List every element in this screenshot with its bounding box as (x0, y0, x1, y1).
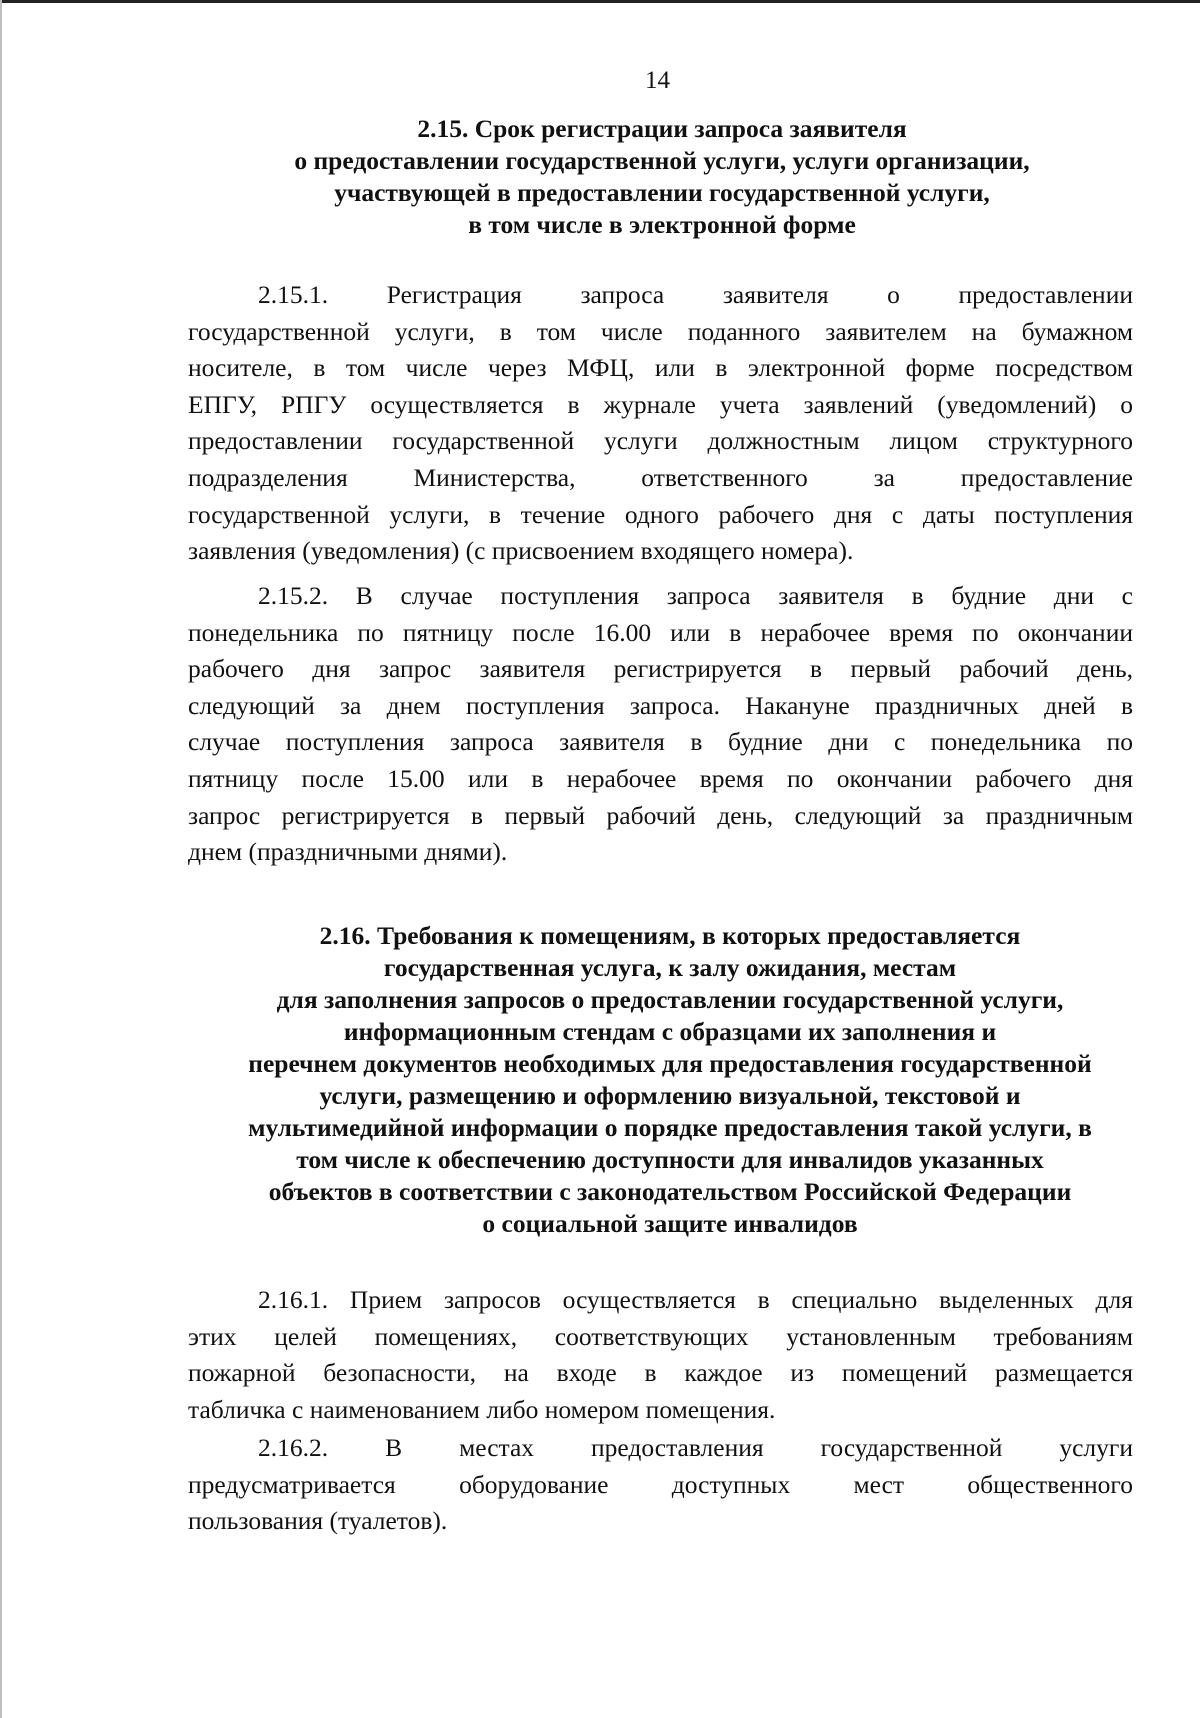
text-line: рабочего дня запрос заявителя регистрируется в первый рабочий день, (188, 654, 1133, 684)
text-line: предусматривается оборудование доступных мест общественного (188, 1469, 1133, 1499)
paragraph-2-15-1 (188, 277, 1133, 570)
text-line: ЕПГУ, РПГУ осуществляется в журнале учета заявлений (уведомлений) о (188, 389, 1133, 419)
text-line: носителе, в том числе через МФЦ, или в электронной форме посредством (188, 353, 1133, 383)
heading-line: услуги, размещению и оформлению визуальной, текстовой и (319, 1081, 1021, 1110)
heading-line: 2.15. Срок регистрации запроса заявителя (417, 114, 907, 143)
heading-line: о социальной защите инвалидов (482, 1209, 858, 1238)
heading-line: о предоставлении государственной услуги, услуги организации, (294, 146, 1030, 175)
section-2-15-heading (162, 113, 1162, 241)
heading-line: перечнем документов необходимых для предоставления государственной (248, 1049, 1092, 1078)
heading-line: мультимедийной информации о порядке предоставления такой услуги, в (248, 1113, 1092, 1142)
text-line: табличка с наименованием либо номером помещения. (188, 1394, 776, 1424)
text-line: понедельника по пятницу после 16.00 или в нерабочее время по окончании (188, 617, 1133, 647)
text-line: заявления (уведомления) (с присвоением входящего номера). (188, 536, 854, 566)
heading-line: объектов в соответствии с законодательством Российской Федерации (268, 1177, 1072, 1206)
text-line: 2.15.1. Регистрация запроса заявителя о предоставлении (258, 280, 1133, 309)
heading-line: в том числе в электронной форме (468, 210, 856, 239)
heading-line: информационным стендам с образцами их заполнения и (343, 1017, 997, 1046)
text-line: 2.15.2. В случае поступления запроса заявителя в будние дни с (258, 581, 1133, 610)
text-line: запрос регистрируется в первый рабочий день, следующий за праздничным (188, 800, 1133, 830)
text-line: предоставлении государственной услуги должностным лицом структурного (188, 426, 1133, 456)
heading-line: 2.16. Требования к помещениям, в которых предоставляется (319, 921, 1021, 950)
text-line: 2.16.1. Прием запросов осуществляется в специально выделенных для (258, 1285, 1133, 1314)
text-line: пятницу после 15.00 или в нерабочее время по окончании рабочего дня (188, 763, 1133, 793)
text-line: следующий за днем поступления запроса. Накануне праздничных дней в (188, 690, 1133, 720)
text-line: этих целей помещениях, соответствующих установленным требованиям (188, 1321, 1133, 1351)
text-line: подразделения Министерства, ответственного за предоставление (188, 462, 1133, 492)
paragraph-2-16-1 (188, 1282, 1133, 1428)
text-line: 2.16.2. В местах предоставления государственной услуги (258, 1433, 1133, 1462)
section-2-16-heading (170, 920, 1170, 1240)
heading-line: участвующей в предоставлении государственной услуги, (334, 178, 990, 207)
text-line: случае поступления запроса заявителя в будние дни с понедельника по (188, 727, 1133, 757)
text-line: пользования (туалетов). (188, 1506, 448, 1536)
page-number: 14 (645, 67, 670, 94)
text-line: государственной услуги, в том числе поданного заявителем на бумажном (188, 316, 1133, 346)
scan-top-border (0, 0, 1200, 3)
paragraph-2-16-2 (188, 1430, 1133, 1540)
heading-line: государственная услуга, к залу ожидания, местам (383, 953, 957, 982)
text-line: государственной услуги, в течение одного рабочего дня с даты поступления (188, 499, 1133, 529)
scan-left-border (0, 0, 2, 1718)
text-line: пожарной безопасности, на входе в каждое из помещений размещается (188, 1358, 1133, 1388)
heading-line: том числе к обеспечению доступности для инвалидов указанных (296, 1145, 1044, 1174)
heading-line: для заполнения запросов о предоставлении государственной услуги, (276, 985, 1064, 1014)
text-line: днем (праздничными днями). (188, 837, 508, 867)
paragraph-2-15-2 (188, 578, 1133, 871)
